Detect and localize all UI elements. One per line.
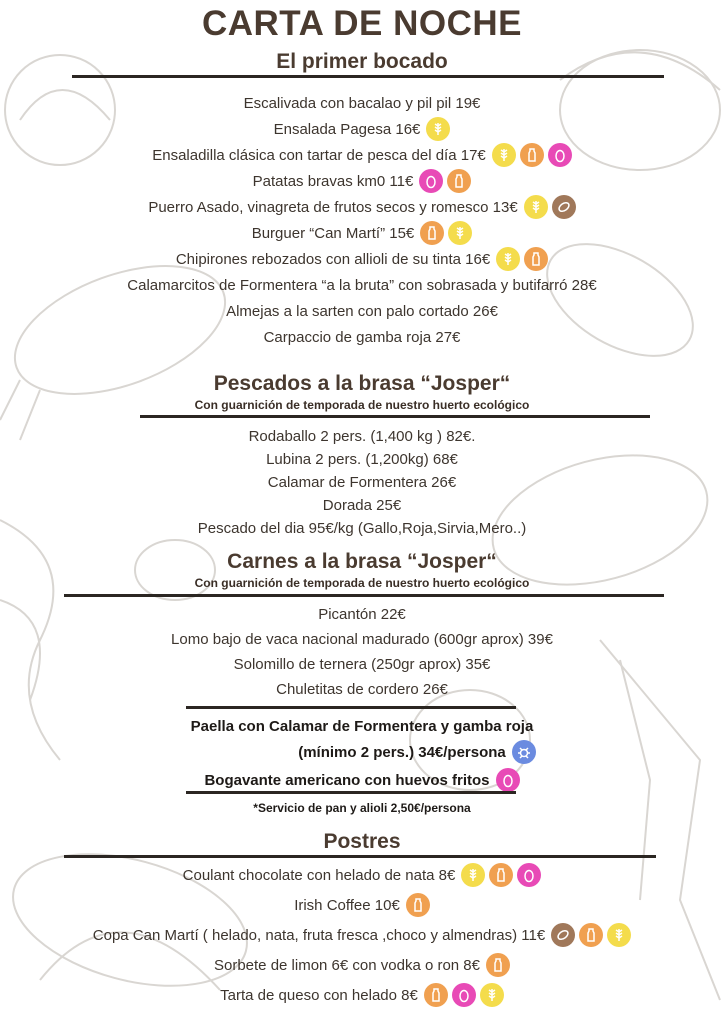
special-line (0, 738, 724, 766)
gluten-icon (480, 983, 504, 1007)
special-line (0, 766, 724, 794)
gluten-icon (524, 195, 548, 219)
list-item (0, 860, 724, 890)
milk-icon (579, 923, 603, 947)
item-text: Lomo bajo de vaca nacional madurado (600gr aprox) 39€ (171, 631, 553, 648)
item-text: Calamarcitos de Formentera “a la bruta” con sobrasada y butifarró 28€ (127, 276, 597, 294)
list-item (0, 272, 724, 298)
allergen-icons (424, 983, 504, 1007)
item-text: Burguer “Can Martí” 15€ (251, 224, 415, 242)
item-text: Escalivada con bacalao y pil pil 19€ (243, 94, 481, 112)
allergen-icons (486, 953, 510, 977)
item-text: Ensalada Pagesa 16€ (273, 120, 421, 138)
bread-note: *Servicio de pan y alioli 2,50€/persona (253, 801, 471, 815)
allergen-icons (461, 863, 541, 887)
list-item (0, 652, 724, 677)
gluten-icon (496, 247, 520, 271)
allergen-icons (551, 923, 631, 947)
item-text: Lubina 2 pers. (1,200kg) 68€ (266, 451, 458, 468)
milk-icon (424, 983, 448, 1007)
egg-icon (496, 768, 520, 792)
menu-title: CARTA DE NOCHE (201, 4, 523, 43)
milk-icon (489, 863, 513, 887)
allergen-icons (524, 195, 576, 219)
list-item (0, 677, 724, 702)
milk-icon (447, 169, 471, 193)
list-item (0, 471, 724, 494)
item-text: Calamar de Formentera 26€ (267, 474, 457, 491)
section-divider (72, 75, 664, 78)
list-item (0, 194, 724, 220)
nuts-icon (551, 923, 575, 947)
fish-list (0, 425, 724, 540)
milk-icon (420, 221, 444, 245)
item-text: Irish Coffee 10€ (294, 896, 400, 914)
item-text: Sorbete de limon 6€ con vodka o ron 8€ (213, 956, 480, 974)
fish-subheading: Con guarnición de temporada de nuestro huerto ecológico (194, 398, 530, 412)
meat-heading: Carnes a la brasa “Josper“ (227, 550, 497, 573)
item-text: Puerro Asado, vinagreta de frutos secos y romesco 13€ (148, 198, 518, 216)
item-text: Ensaladilla clásica con tartar de pesca del día 17€ (152, 146, 486, 164)
item-text: Almejas a la sarten con palo cortado 26€ (226, 302, 498, 320)
fish-section-header (0, 372, 724, 412)
starters-section-header (0, 50, 724, 74)
paella-line-2: (mínimo 2 pers.) 34€/persona (298, 743, 506, 761)
milk-icon (406, 893, 430, 917)
list-item (0, 425, 724, 448)
allergen-icons (419, 169, 471, 193)
list-item (0, 324, 724, 350)
item-text: Pescado del dia 95€/kg (Gallo,Roja,Sirvia,Mero..) (197, 520, 527, 537)
list-item (0, 246, 724, 272)
section-divider (140, 415, 650, 418)
milk-icon (486, 953, 510, 977)
starters-list (0, 90, 724, 350)
list-item (0, 220, 724, 246)
section-divider (64, 855, 656, 858)
desserts-heading: Postres (323, 830, 401, 853)
crustacean-icon (512, 740, 536, 764)
allergen-icons (406, 893, 430, 917)
list-item (0, 448, 724, 471)
fish-heading: Pescados a la brasa “Josper“ (213, 372, 511, 395)
section-divider (186, 706, 516, 709)
desserts-section-header (0, 830, 724, 854)
item-text: Copa Can Martí ( helado, nata, fruta fresca ,choco y almendras) 11€ (92, 926, 546, 944)
item-text: Coulant chocolate con helado de nata 8€ (182, 866, 456, 884)
special-line (0, 714, 724, 738)
allergen-icons (492, 143, 572, 167)
section-divider (186, 791, 516, 794)
item-text: Tarta de queso con helado 8€ (220, 986, 418, 1004)
list-item (0, 980, 724, 1010)
item-text: Chipirones rebozados con allioli de su tinta 16€ (175, 250, 491, 268)
list-item (0, 920, 724, 950)
egg-icon (517, 863, 541, 887)
allergen-icons (426, 117, 450, 141)
egg-icon (419, 169, 443, 193)
gluten-icon (492, 143, 516, 167)
list-item (0, 602, 724, 627)
meat-section-header (0, 550, 724, 590)
nuts-icon (552, 195, 576, 219)
gluten-icon (426, 117, 450, 141)
item-text: Dorada 25€ (322, 497, 402, 514)
gluten-icon (607, 923, 631, 947)
egg-icon (548, 143, 572, 167)
list-item (0, 517, 724, 540)
paella-line-1: Paella con Calamar de Formentera y gamba roja (190, 717, 534, 735)
item-text: Rodaballo 2 pers. (1,400 kg ) 82€. (248, 428, 476, 445)
list-item (0, 950, 724, 980)
gluten-icon (461, 863, 485, 887)
starters-heading: El primer bocado (276, 50, 448, 73)
meat-list (0, 602, 724, 702)
list-item (0, 890, 724, 920)
bogavante-line: Bogavante americano con huevos fritos (204, 771, 490, 789)
specials-block (0, 714, 724, 794)
milk-icon (524, 247, 548, 271)
gluten-icon (448, 221, 472, 245)
desserts-list (0, 860, 724, 1010)
allergen-icons (420, 221, 472, 245)
list-item (0, 90, 724, 116)
list-item (0, 168, 724, 194)
list-item (0, 494, 724, 517)
item-text: Picantón 22€ (318, 606, 406, 623)
section-divider (64, 594, 664, 597)
list-item (0, 116, 724, 142)
meat-subheading: Con guarnición de temporada de nuestro huerto ecológico (194, 576, 530, 590)
milk-icon (520, 143, 544, 167)
item-text: Patatas bravas km0 11€ (252, 172, 414, 190)
list-item (0, 142, 724, 168)
item-text: Solomillo de ternera (250gr aprox) 35€ (233, 656, 491, 673)
item-text: Chuletitas de cordero 26€ (276, 681, 448, 698)
list-item (0, 298, 724, 324)
list-item (0, 627, 724, 652)
item-text: Carpaccio de gamba roja 27€ (263, 328, 461, 346)
egg-icon (452, 983, 476, 1007)
allergen-icons (496, 247, 548, 271)
